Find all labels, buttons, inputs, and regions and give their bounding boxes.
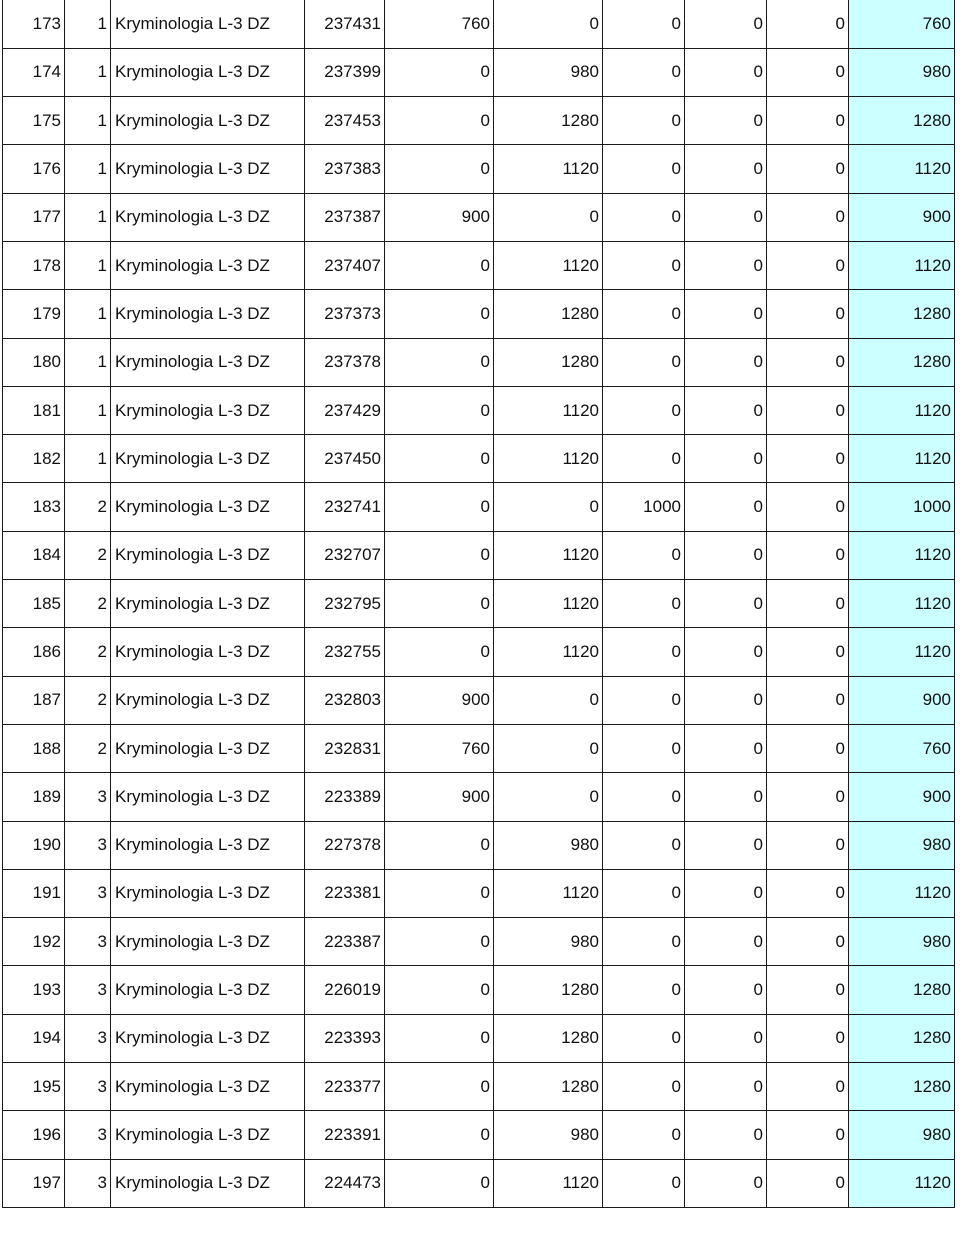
year-cell: 1 [65, 241, 111, 289]
student-id-cell: 237399 [305, 48, 385, 96]
row-number-cell: 191 [3, 869, 65, 917]
amount-col2-cell: 0 [494, 773, 603, 821]
program-cell: Kryminologia L-3 DZ [111, 48, 305, 96]
row-number-cell: 180 [3, 338, 65, 386]
year-cell: 3 [65, 773, 111, 821]
amount-col2-cell: 1280 [494, 1014, 603, 1062]
student-id-cell: 237431 [305, 0, 385, 48]
amount-col5-cell: 0 [767, 290, 849, 338]
amount-col4-cell: 0 [685, 241, 767, 289]
row-number-cell: 188 [3, 724, 65, 772]
total-cell: 980 [849, 918, 955, 966]
row-number-cell: 194 [3, 1014, 65, 1062]
amount-col2-cell: 1120 [494, 145, 603, 193]
amount-col2-cell: 980 [494, 821, 603, 869]
amount-col3-cell: 0 [603, 48, 685, 96]
amount-col3-cell: 0 [603, 918, 685, 966]
year-cell: 1 [65, 338, 111, 386]
total-cell: 980 [849, 48, 955, 96]
program-cell: Kryminologia L-3 DZ [111, 1063, 305, 1111]
row-number-cell: 185 [3, 580, 65, 628]
total-cell: 1120 [849, 241, 955, 289]
year-cell: 1 [65, 145, 111, 193]
row-number-cell: 195 [3, 1063, 65, 1111]
amount-col1-cell: 900 [385, 773, 494, 821]
amount-col4-cell: 0 [685, 1063, 767, 1111]
row-number-cell: 178 [3, 241, 65, 289]
table-body [3, 0, 955, 1207]
amount-col5-cell: 0 [767, 97, 849, 145]
total-cell: 1280 [849, 290, 955, 338]
year-cell: 3 [65, 966, 111, 1014]
amount-col1-cell: 0 [385, 628, 494, 676]
program-cell: Kryminologia L-3 DZ [111, 531, 305, 579]
program-cell: Kryminologia L-3 DZ [111, 193, 305, 241]
amount-col4-cell: 0 [685, 48, 767, 96]
amount-col1-cell: 0 [385, 918, 494, 966]
table-row [3, 290, 955, 338]
table-row [3, 0, 955, 48]
student-id-cell: 232707 [305, 531, 385, 579]
table-row [3, 821, 955, 869]
amount-col4-cell: 0 [685, 435, 767, 483]
program-cell: Kryminologia L-3 DZ [111, 580, 305, 628]
amount-col3-cell: 0 [603, 531, 685, 579]
amount-col2-cell: 980 [494, 918, 603, 966]
total-cell: 1000 [849, 483, 955, 531]
student-id-cell: 237373 [305, 290, 385, 338]
amount-col4-cell: 0 [685, 483, 767, 531]
total-cell: 760 [849, 724, 955, 772]
amount-col2-cell: 1120 [494, 1159, 603, 1207]
year-cell: 3 [65, 1063, 111, 1111]
program-cell: Kryminologia L-3 DZ [111, 1159, 305, 1207]
amount-col5-cell: 0 [767, 773, 849, 821]
amount-col5-cell: 0 [767, 869, 849, 917]
student-id-cell: 223389 [305, 773, 385, 821]
program-cell: Kryminologia L-3 DZ [111, 869, 305, 917]
amount-col4-cell: 0 [685, 1014, 767, 1062]
year-cell: 2 [65, 483, 111, 531]
year-cell: 3 [65, 869, 111, 917]
total-cell: 900 [849, 773, 955, 821]
amount-col2-cell: 1120 [494, 531, 603, 579]
year-cell: 1 [65, 0, 111, 48]
total-cell: 980 [849, 1111, 955, 1159]
amount-col4-cell: 0 [685, 628, 767, 676]
amount-col2-cell: 0 [494, 676, 603, 724]
table-row [3, 918, 955, 966]
year-cell: 3 [65, 1014, 111, 1062]
amount-col3-cell: 1000 [603, 483, 685, 531]
year-cell: 1 [65, 48, 111, 96]
amount-col3-cell: 0 [603, 966, 685, 1014]
student-id-cell: 227378 [305, 821, 385, 869]
program-cell: Kryminologia L-3 DZ [111, 821, 305, 869]
amount-col1-cell: 0 [385, 1159, 494, 1207]
amount-col5-cell: 0 [767, 966, 849, 1014]
row-number-cell: 179 [3, 290, 65, 338]
amount-col2-cell: 1280 [494, 97, 603, 145]
student-id-cell: 224473 [305, 1159, 385, 1207]
row-number-cell: 196 [3, 1111, 65, 1159]
total-cell: 1120 [849, 531, 955, 579]
amount-col1-cell: 900 [385, 193, 494, 241]
amount-col3-cell: 0 [603, 386, 685, 434]
table-row [3, 1159, 955, 1207]
student-id-cell: 232741 [305, 483, 385, 531]
student-id-cell: 232831 [305, 724, 385, 772]
program-cell: Kryminologia L-3 DZ [111, 966, 305, 1014]
amount-col5-cell: 0 [767, 145, 849, 193]
amount-col5-cell: 0 [767, 531, 849, 579]
total-cell: 760 [849, 0, 955, 48]
total-cell: 1280 [849, 966, 955, 1014]
amount-col4-cell: 0 [685, 773, 767, 821]
program-cell: Kryminologia L-3 DZ [111, 628, 305, 676]
amount-col2-cell: 1120 [494, 628, 603, 676]
student-id-cell: 223387 [305, 918, 385, 966]
program-cell: Kryminologia L-3 DZ [111, 0, 305, 48]
row-number-cell: 197 [3, 1159, 65, 1207]
amount-col4-cell: 0 [685, 869, 767, 917]
year-cell: 2 [65, 676, 111, 724]
amount-col4-cell: 0 [685, 966, 767, 1014]
amount-col2-cell: 1280 [494, 338, 603, 386]
table-row [3, 869, 955, 917]
amount-col2-cell: 980 [494, 1111, 603, 1159]
amount-col2-cell: 0 [494, 724, 603, 772]
amount-col3-cell: 0 [603, 580, 685, 628]
program-cell: Kryminologia L-3 DZ [111, 290, 305, 338]
row-number-cell: 176 [3, 145, 65, 193]
amount-col1-cell: 0 [385, 1063, 494, 1111]
program-cell: Kryminologia L-3 DZ [111, 145, 305, 193]
program-cell: Kryminologia L-3 DZ [111, 483, 305, 531]
row-number-cell: 173 [3, 0, 65, 48]
year-cell: 1 [65, 97, 111, 145]
student-id-cell: 223393 [305, 1014, 385, 1062]
row-number-cell: 193 [3, 966, 65, 1014]
amount-col4-cell: 0 [685, 1111, 767, 1159]
amount-col5-cell: 0 [767, 483, 849, 531]
row-number-cell: 174 [3, 48, 65, 96]
student-id-cell: 223377 [305, 1063, 385, 1111]
table-row [3, 676, 955, 724]
amount-col1-cell: 760 [385, 0, 494, 48]
amount-col2-cell: 1120 [494, 435, 603, 483]
total-cell: 1120 [849, 869, 955, 917]
amount-col1-cell: 0 [385, 48, 494, 96]
student-id-cell: 232803 [305, 676, 385, 724]
table-row [3, 97, 955, 145]
row-number-cell: 184 [3, 531, 65, 579]
data-table [2, 0, 955, 1208]
student-id-cell: 232755 [305, 628, 385, 676]
amount-col1-cell: 0 [385, 97, 494, 145]
amount-col4-cell: 0 [685, 386, 767, 434]
table-row [3, 773, 955, 821]
row-number-cell: 187 [3, 676, 65, 724]
amount-col1-cell: 760 [385, 724, 494, 772]
amount-col3-cell: 0 [603, 97, 685, 145]
table-row [3, 966, 955, 1014]
amount-col4-cell: 0 [685, 97, 767, 145]
amount-col2-cell: 1280 [494, 290, 603, 338]
table-row [3, 48, 955, 96]
amount-col3-cell: 0 [603, 241, 685, 289]
total-cell: 1280 [849, 1014, 955, 1062]
amount-col5-cell: 0 [767, 48, 849, 96]
amount-col3-cell: 0 [603, 1159, 685, 1207]
student-id-cell: 237407 [305, 241, 385, 289]
year-cell: 1 [65, 435, 111, 483]
amount-col4-cell: 0 [685, 193, 767, 241]
amount-col5-cell: 0 [767, 918, 849, 966]
table-row [3, 145, 955, 193]
program-cell: Kryminologia L-3 DZ [111, 241, 305, 289]
amount-col1-cell: 0 [385, 435, 494, 483]
student-id-cell: 223381 [305, 869, 385, 917]
amount-col3-cell: 0 [603, 773, 685, 821]
amount-col5-cell: 0 [767, 1014, 849, 1062]
year-cell: 2 [65, 531, 111, 579]
amount-col1-cell: 0 [385, 1014, 494, 1062]
row-number-cell: 175 [3, 97, 65, 145]
table-row [3, 580, 955, 628]
year-cell: 2 [65, 628, 111, 676]
year-cell: 3 [65, 1111, 111, 1159]
amount-col2-cell: 0 [494, 193, 603, 241]
amount-col1-cell: 0 [385, 241, 494, 289]
amount-col3-cell: 0 [603, 435, 685, 483]
amount-col1-cell: 0 [385, 869, 494, 917]
amount-col5-cell: 0 [767, 0, 849, 48]
table-row [3, 1111, 955, 1159]
amount-col3-cell: 0 [603, 1063, 685, 1111]
row-number-cell: 181 [3, 386, 65, 434]
amount-col1-cell: 0 [385, 386, 494, 434]
amount-col3-cell: 0 [603, 193, 685, 241]
row-number-cell: 189 [3, 773, 65, 821]
amount-col3-cell: 0 [603, 821, 685, 869]
amount-col3-cell: 0 [603, 869, 685, 917]
table-row [3, 1014, 955, 1062]
amount-col2-cell: 1120 [494, 386, 603, 434]
table-row [3, 435, 955, 483]
program-cell: Kryminologia L-3 DZ [111, 97, 305, 145]
table-row [3, 531, 955, 579]
student-id-cell: 237450 [305, 435, 385, 483]
year-cell: 3 [65, 1159, 111, 1207]
amount-col2-cell: 0 [494, 0, 603, 48]
amount-col5-cell: 0 [767, 580, 849, 628]
total-cell: 1280 [849, 338, 955, 386]
amount-col1-cell: 0 [385, 338, 494, 386]
total-cell: 1120 [849, 435, 955, 483]
row-number-cell: 192 [3, 918, 65, 966]
year-cell: 1 [65, 193, 111, 241]
table-row [3, 1063, 955, 1111]
program-cell: Kryminologia L-3 DZ [111, 676, 305, 724]
table-row [3, 628, 955, 676]
student-id-cell: 232795 [305, 580, 385, 628]
amount-col5-cell: 0 [767, 628, 849, 676]
amount-col2-cell: 1120 [494, 241, 603, 289]
row-number-cell: 183 [3, 483, 65, 531]
amount-col4-cell: 0 [685, 531, 767, 579]
amount-col5-cell: 0 [767, 821, 849, 869]
program-cell: Kryminologia L-3 DZ [111, 724, 305, 772]
row-number-cell: 177 [3, 193, 65, 241]
program-cell: Kryminologia L-3 DZ [111, 386, 305, 434]
program-cell: Kryminologia L-3 DZ [111, 773, 305, 821]
year-cell: 1 [65, 386, 111, 434]
year-cell: 3 [65, 821, 111, 869]
year-cell: 3 [65, 918, 111, 966]
student-id-cell: 226019 [305, 966, 385, 1014]
amount-col4-cell: 0 [685, 918, 767, 966]
amount-col2-cell: 1280 [494, 966, 603, 1014]
amount-col3-cell: 0 [603, 628, 685, 676]
table-row [3, 724, 955, 772]
amount-col2-cell: 1120 [494, 580, 603, 628]
amount-col5-cell: 0 [767, 435, 849, 483]
total-cell: 900 [849, 676, 955, 724]
student-id-cell: 237429 [305, 386, 385, 434]
table-row [3, 338, 955, 386]
amount-col5-cell: 0 [767, 338, 849, 386]
amount-col4-cell: 0 [685, 338, 767, 386]
total-cell: 1280 [849, 1063, 955, 1111]
amount-col1-cell: 0 [385, 290, 494, 338]
student-id-cell: 223391 [305, 1111, 385, 1159]
amount-col3-cell: 0 [603, 1014, 685, 1062]
amount-col3-cell: 0 [603, 290, 685, 338]
amount-col1-cell: 0 [385, 531, 494, 579]
amount-col4-cell: 0 [685, 821, 767, 869]
amount-col2-cell: 0 [494, 483, 603, 531]
table-row [3, 193, 955, 241]
total-cell: 1120 [849, 145, 955, 193]
program-cell: Kryminologia L-3 DZ [111, 918, 305, 966]
amount-col5-cell: 0 [767, 1111, 849, 1159]
amount-col1-cell: 900 [385, 676, 494, 724]
amount-col1-cell: 0 [385, 966, 494, 1014]
program-cell: Kryminologia L-3 DZ [111, 435, 305, 483]
program-cell: Kryminologia L-3 DZ [111, 1014, 305, 1062]
amount-col5-cell: 0 [767, 676, 849, 724]
year-cell: 2 [65, 580, 111, 628]
total-cell: 1120 [849, 1159, 955, 1207]
table-row [3, 483, 955, 531]
amount-col1-cell: 0 [385, 821, 494, 869]
row-number-cell: 186 [3, 628, 65, 676]
amount-col4-cell: 0 [685, 290, 767, 338]
amount-col4-cell: 0 [685, 724, 767, 772]
total-cell: 1120 [849, 386, 955, 434]
amount-col3-cell: 0 [603, 338, 685, 386]
amount-col2-cell: 980 [494, 48, 603, 96]
amount-col5-cell: 0 [767, 1063, 849, 1111]
student-id-cell: 237383 [305, 145, 385, 193]
amount-col5-cell: 0 [767, 386, 849, 434]
table-row [3, 241, 955, 289]
row-number-cell: 182 [3, 435, 65, 483]
amount-col3-cell: 0 [603, 676, 685, 724]
program-cell: Kryminologia L-3 DZ [111, 338, 305, 386]
amount-col2-cell: 1120 [494, 869, 603, 917]
student-id-cell: 237453 [305, 97, 385, 145]
total-cell: 1120 [849, 628, 955, 676]
amount-col4-cell: 0 [685, 580, 767, 628]
amount-col1-cell: 0 [385, 1111, 494, 1159]
amount-col4-cell: 0 [685, 676, 767, 724]
student-id-cell: 237387 [305, 193, 385, 241]
program-cell: Kryminologia L-3 DZ [111, 1111, 305, 1159]
amount-col1-cell: 0 [385, 145, 494, 193]
amount-col2-cell: 1280 [494, 1063, 603, 1111]
amount-col4-cell: 0 [685, 145, 767, 193]
amount-col1-cell: 0 [385, 483, 494, 531]
amount-col3-cell: 0 [603, 145, 685, 193]
amount-col5-cell: 0 [767, 1159, 849, 1207]
amount-col3-cell: 0 [603, 0, 685, 48]
row-number-cell: 190 [3, 821, 65, 869]
total-cell: 900 [849, 193, 955, 241]
amount-col4-cell: 0 [685, 0, 767, 48]
year-cell: 2 [65, 724, 111, 772]
amount-col5-cell: 0 [767, 241, 849, 289]
amount-col3-cell: 0 [603, 724, 685, 772]
amount-col4-cell: 0 [685, 1159, 767, 1207]
amount-col3-cell: 0 [603, 1111, 685, 1159]
total-cell: 980 [849, 821, 955, 869]
total-cell: 1280 [849, 97, 955, 145]
table-row [3, 386, 955, 434]
year-cell: 1 [65, 290, 111, 338]
amount-col5-cell: 0 [767, 724, 849, 772]
amount-col5-cell: 0 [767, 193, 849, 241]
total-cell: 1120 [849, 580, 955, 628]
student-id-cell: 237378 [305, 338, 385, 386]
amount-col1-cell: 0 [385, 580, 494, 628]
